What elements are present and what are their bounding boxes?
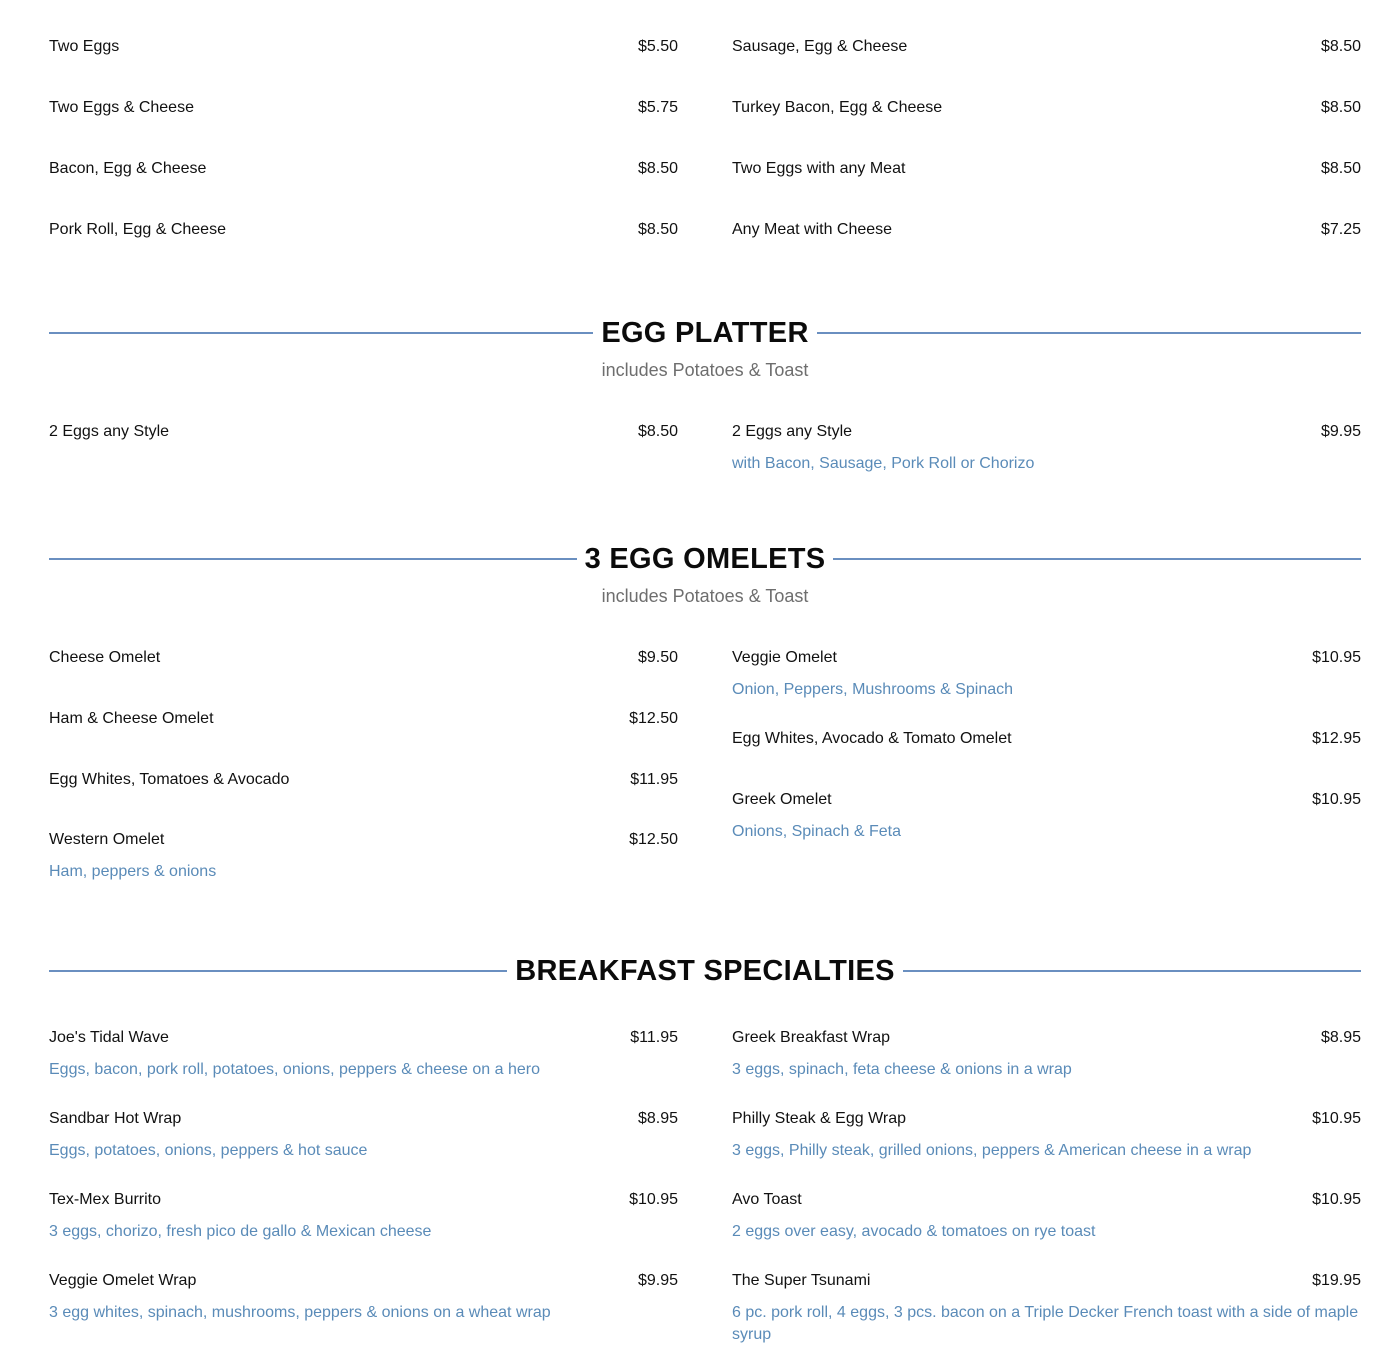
specialties-heading xyxy=(49,953,1361,989)
item-name: 2 Eggs any Style xyxy=(732,423,853,440)
item-price: $12.50 xyxy=(629,831,678,848)
section-title: 3 EGG OMELETS xyxy=(584,543,826,575)
item-name: Greek Omelet xyxy=(732,791,832,808)
item-description: 3 eggs, Philly steak, grilled onions, peppers & American cheese in a wrap xyxy=(732,1142,1252,1159)
menu-item xyxy=(49,421,678,443)
menu-item xyxy=(732,1108,1361,1162)
item-price: $9.95 xyxy=(637,1272,678,1289)
section-title: BREAKFAST SPECIALTIES xyxy=(515,955,895,987)
item-name: Tex-Mex Burrito xyxy=(49,1191,162,1208)
omelet-left-column xyxy=(49,647,678,883)
item-price: $19.95 xyxy=(1312,1272,1361,1289)
item-price: $9.50 xyxy=(637,649,678,666)
item-name: Two Eggs with any Meat xyxy=(732,160,906,177)
item-price: $12.95 xyxy=(1312,730,1361,747)
section-subtitle: includes Potatoes & Toast xyxy=(601,360,809,380)
item-name: Ham & Cheese Omelet xyxy=(49,710,214,727)
item-name: Two Eggs & Cheese xyxy=(49,99,194,116)
top-items xyxy=(49,36,1361,241)
item-description: Onions, Spinach & Feta xyxy=(732,823,901,840)
menu-item xyxy=(732,728,1361,750)
specialty-left-column xyxy=(49,1027,678,1346)
divider-line xyxy=(817,332,1361,334)
item-price: $11.95 xyxy=(630,771,678,788)
item-description: 2 eggs over easy, avocado & tomatoes on rye toast xyxy=(732,1223,1096,1240)
menu-item xyxy=(732,97,1361,119)
item-name: Bacon, Egg & Cheese xyxy=(49,160,207,177)
omelet-right-column xyxy=(732,647,1361,883)
item-price: $5.75 xyxy=(637,99,678,116)
menu-item xyxy=(49,1189,678,1243)
menu-item xyxy=(49,769,678,791)
item-price: $8.95 xyxy=(637,1110,678,1127)
item-name: Greek Breakfast Wrap xyxy=(732,1029,890,1046)
menu-item xyxy=(732,158,1361,180)
item-description: 3 eggs, spinach, feta cheese & onions in a wrap xyxy=(732,1061,1072,1078)
section-subtitle: includes Potatoes & Toast xyxy=(601,586,809,606)
divider-line xyxy=(833,558,1361,560)
menu-item xyxy=(49,647,678,669)
item-name: Veggie Omelet xyxy=(732,649,837,666)
item-description: Ham, peppers & onions xyxy=(49,863,217,880)
item-name: The Super Tsunami xyxy=(732,1272,871,1289)
top-left-column xyxy=(49,36,678,241)
item-name: Philly Steak & Egg Wrap xyxy=(732,1110,907,1127)
item-description: 3 eggs, chorizo, fresh pico de gallo & Mexican cheese xyxy=(49,1223,432,1240)
item-name: Sausage, Egg & Cheese xyxy=(732,38,908,55)
item-price: $8.50 xyxy=(637,221,678,238)
egg-platter-heading xyxy=(49,315,1361,351)
item-price: $7.25 xyxy=(1320,221,1361,238)
specialty-right-column xyxy=(732,1027,1361,1346)
item-name: Pork Roll, Egg & Cheese xyxy=(49,221,226,238)
item-price: $8.50 xyxy=(1320,99,1361,116)
item-description: Eggs, bacon, pork roll, potatoes, onions, peppers & cheese on a hero xyxy=(49,1061,540,1078)
divider-line xyxy=(49,332,593,334)
item-price: $8.50 xyxy=(637,160,678,177)
item-price: $12.50 xyxy=(629,710,678,727)
item-name: Joe's Tidal Wave xyxy=(49,1029,169,1046)
item-price: $9.95 xyxy=(1320,423,1361,440)
egg-platter-items xyxy=(49,421,1361,475)
item-name: Avo Toast xyxy=(732,1191,802,1208)
item-description: Eggs, potatoes, onions, peppers & hot sauce xyxy=(49,1142,368,1159)
menu-item xyxy=(49,1027,678,1081)
item-price: $8.95 xyxy=(1320,1029,1361,1046)
menu-item xyxy=(49,36,678,58)
item-name: Veggie Omelet Wrap xyxy=(49,1272,197,1289)
item-price: $10.95 xyxy=(629,1191,678,1208)
divider-line xyxy=(49,970,507,972)
item-description: 6 pc. pork roll, 4 eggs, 3 pcs. bacon on a Triple Decker French toast with a side of maple syrup xyxy=(732,1304,1359,1343)
item-name: 2 Eggs any Style xyxy=(49,423,170,440)
item-price: $10.95 xyxy=(1312,649,1361,666)
menu-item xyxy=(732,1027,1361,1081)
item-price: $10.95 xyxy=(1312,1110,1361,1127)
menu-item xyxy=(49,97,678,119)
menu-item xyxy=(732,1270,1361,1346)
item-price: $8.50 xyxy=(637,423,678,440)
item-name: Western Omelet xyxy=(49,831,165,848)
egg-platter-right-column xyxy=(732,421,1361,475)
item-name: Any Meat with Cheese xyxy=(732,221,893,238)
item-description: with Bacon, Sausage, Pork Roll or Chorizo xyxy=(732,455,1035,472)
top-right-column xyxy=(732,36,1361,241)
item-price: $8.50 xyxy=(1320,38,1361,55)
menu-item xyxy=(49,158,678,180)
menu-item xyxy=(732,219,1361,241)
item-price: $8.50 xyxy=(1320,160,1361,177)
item-price: $10.95 xyxy=(1312,1191,1361,1208)
divider-line xyxy=(903,970,1361,972)
item-name: Egg Whites, Avocado & Tomato Omelet xyxy=(732,730,1012,747)
egg-platter-left-column xyxy=(49,421,678,475)
omelet-items xyxy=(49,647,1361,883)
menu-page xyxy=(49,0,1361,1346)
menu-item xyxy=(732,647,1361,701)
menu-item xyxy=(49,708,678,730)
menu-item xyxy=(49,829,678,883)
menu-item xyxy=(49,1108,678,1162)
item-description: Onion, Peppers, Mushrooms & Spinach xyxy=(732,681,1014,698)
menu-item xyxy=(732,1189,1361,1243)
item-price: $5.50 xyxy=(637,38,678,55)
omelets-heading xyxy=(49,541,1361,577)
menu-item xyxy=(732,36,1361,58)
item-name: Egg Whites, Tomatoes & Avocado xyxy=(49,771,290,788)
menu-item xyxy=(49,1270,678,1324)
item-price: $10.95 xyxy=(1312,791,1361,808)
item-description: 3 egg whites, spinach, mushrooms, peppers & onions on a wheat wrap xyxy=(49,1304,551,1321)
item-price: $11.95 xyxy=(630,1029,678,1046)
menu-item xyxy=(732,789,1361,843)
section-title: EGG PLATTER xyxy=(601,317,809,349)
menu-item xyxy=(49,219,678,241)
item-name: Cheese Omelet xyxy=(49,649,161,666)
specialty-items xyxy=(49,1027,1361,1346)
item-name: Turkey Bacon, Egg & Cheese xyxy=(732,99,943,116)
item-name: Sandbar Hot Wrap xyxy=(49,1110,182,1127)
menu-item xyxy=(732,421,1361,475)
item-name: Two Eggs xyxy=(49,38,120,55)
divider-line xyxy=(49,558,577,560)
